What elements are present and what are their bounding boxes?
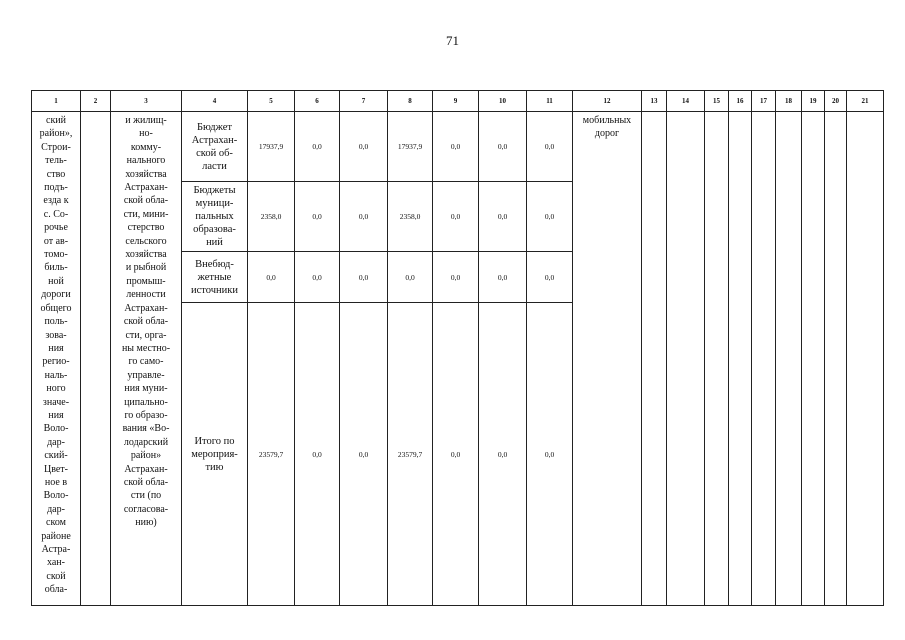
program-table-wrapper — [31, 90, 883, 606]
text-line: образова- — [193, 224, 236, 235]
text-line: ский — [46, 115, 66, 126]
indicator-lines — [573, 114, 641, 141]
empty-cell — [776, 112, 802, 606]
text-line: ском — [46, 517, 66, 529]
text-line: и жилищ- — [125, 115, 167, 126]
header-cell: 20 — [825, 91, 847, 112]
text-line: но- — [139, 128, 153, 140]
header-cell: 17 — [752, 91, 776, 112]
funding-source-cell — [182, 252, 248, 303]
empty-cell — [667, 112, 705, 606]
text-line: мероприя- — [191, 448, 238, 460]
value-cell: 0,0 — [340, 252, 388, 303]
value-cell: 0,0 — [340, 303, 388, 606]
text-line: тель- — [45, 155, 67, 167]
value-cell: 0,0 — [479, 182, 527, 252]
text-line: и рыбной — [125, 262, 167, 274]
text-line: Астрахан- — [191, 134, 238, 146]
header-cell: 16 — [729, 91, 752, 112]
column-2-cell — [81, 112, 111, 606]
text-line: вания «Во- — [122, 423, 170, 435]
value-cell: 0,0 — [479, 303, 527, 606]
text-line: ния — [48, 409, 64, 421]
text-line: Цвет- — [43, 463, 69, 475]
text-line: районе — [41, 530, 71, 542]
text-line: муници- — [195, 198, 234, 209]
value-cell: 17937,9 — [248, 112, 295, 182]
text-line: дар- — [47, 503, 65, 515]
header-cell: 12 — [573, 91, 642, 112]
funding-source-lines — [183, 258, 246, 297]
empty-cell — [642, 112, 667, 606]
header-cell: 7 — [340, 91, 388, 112]
program-table — [31, 90, 884, 606]
header-cell: 2 — [81, 91, 111, 112]
text-line: ное в — [44, 476, 68, 488]
text-line: с. Со- — [43, 208, 69, 220]
text-line: ленности — [126, 289, 166, 301]
value-cell: 0,0 — [479, 252, 527, 303]
value-cell: 0,0 — [340, 112, 388, 182]
text-line: томо- — [44, 249, 68, 261]
empty-cell — [802, 112, 825, 606]
empty-cell — [752, 112, 776, 606]
text-line: ния муни- — [124, 383, 168, 395]
header-cell: 18 — [776, 91, 802, 112]
text-line: хан- — [47, 557, 65, 569]
text-line: ний — [206, 237, 223, 248]
funding-source-lines — [183, 435, 246, 474]
text-line: го образо- — [124, 409, 168, 421]
value-cell: 0,0 — [340, 182, 388, 252]
text-line: ципально- — [124, 396, 168, 408]
text-line: дороги — [41, 289, 71, 301]
text-line: от ав- — [43, 235, 69, 247]
value-cell: 0,0 — [527, 303, 573, 606]
funding-source-lines — [183, 121, 246, 173]
text-line: регио- — [42, 356, 70, 368]
text-line: ской обла- — [123, 476, 169, 488]
header-cell: 1 — [32, 91, 81, 112]
text-line: район», — [39, 128, 73, 140]
text-line: сти (по — [130, 490, 162, 502]
text-line: Строи- — [41, 141, 71, 153]
text-line: езда к — [43, 195, 69, 207]
text-line: ной — [48, 275, 64, 287]
text-line: наль- — [44, 369, 68, 381]
event-name-lines — [32, 114, 80, 597]
text-line: поль- — [44, 316, 68, 328]
text-line: биль- — [44, 262, 68, 274]
text-line: хозяйства — [125, 249, 167, 261]
value-cell: 2358,0 — [248, 182, 295, 252]
header-cell: 14 — [667, 91, 705, 112]
text-line: дорог — [594, 128, 620, 140]
header-cell: 6 — [295, 91, 340, 112]
empty-cell — [847, 112, 884, 606]
text-line: го само- — [128, 356, 164, 368]
text-line: нального — [126, 155, 166, 167]
text-line: ский- — [44, 450, 68, 462]
header-row — [32, 91, 884, 112]
text-line: дар- — [47, 436, 65, 448]
value-cell: 2358,0 — [388, 182, 433, 252]
value-cell: 0,0 — [433, 252, 479, 303]
text-line: Итого по — [194, 435, 235, 447]
text-line: нию) — [135, 517, 157, 529]
value-cell: 17937,9 — [388, 112, 433, 182]
text-line: подъ- — [44, 182, 68, 194]
text-line: стерство — [127, 222, 165, 234]
value-cell: 0,0 — [295, 252, 340, 303]
funding-source-cell — [182, 112, 248, 182]
text-line: зова- — [45, 329, 67, 341]
event-name-cell — [32, 112, 81, 606]
header-cell: 10 — [479, 91, 527, 112]
text-line: управле- — [127, 369, 165, 381]
indicator-cell — [573, 112, 642, 606]
text-line: ния — [48, 342, 64, 354]
text-line: рочье — [44, 222, 68, 234]
text-line: Бюджеты — [193, 185, 236, 196]
text-line: Астрахан- — [124, 463, 168, 475]
text-line: обла- — [44, 584, 68, 596]
text-line: ской об- — [196, 147, 233, 159]
header-cell: 3 — [111, 91, 182, 112]
text-line: Воло- — [43, 423, 69, 435]
executor-lines — [111, 114, 181, 530]
value-cell: 0,0 — [388, 252, 433, 303]
text-line: источники — [191, 284, 238, 296]
text-line: мобильных — [582, 115, 632, 126]
value-cell: 0,0 — [433, 303, 479, 606]
text-line: Астрахан- — [124, 182, 168, 194]
header-cell: 21 — [847, 91, 884, 112]
header-cell: 19 — [802, 91, 825, 112]
text-line: сти, мини- — [123, 208, 169, 220]
header-cell: 8 — [388, 91, 433, 112]
text-line: хозяйства — [125, 168, 167, 180]
header-cell: 15 — [705, 91, 729, 112]
funding-source-cell — [182, 303, 248, 606]
value-cell: 0,0 — [527, 182, 573, 252]
text-line: ного — [46, 383, 66, 395]
text-line: общего — [40, 302, 72, 314]
funding-source-lines — [183, 184, 246, 249]
text-line: лодарский — [123, 436, 169, 448]
executor-cell — [111, 112, 182, 606]
table-row — [32, 112, 884, 182]
text-line: пальных — [195, 211, 234, 222]
page-number: 71 — [446, 33, 459, 48]
text-line: ской обла- — [123, 316, 169, 328]
value-cell: 0,0 — [295, 303, 340, 606]
header-cell: 11 — [527, 91, 573, 112]
text-line: согласова- — [123, 503, 169, 515]
text-line: промыш- — [126, 275, 166, 287]
text-line: тию — [205, 461, 224, 473]
value-cell: 0,0 — [433, 112, 479, 182]
text-line: Астрахан- — [124, 302, 168, 314]
text-line: Астра- — [41, 544, 71, 555]
value-cell: 0,0 — [295, 112, 340, 182]
value-cell: 0,0 — [248, 252, 295, 303]
text-line: Воло- — [43, 490, 69, 502]
header-cell: 13 — [642, 91, 667, 112]
text-line: значе- — [42, 396, 70, 408]
text-line: Бюджет — [196, 121, 233, 133]
empty-cell — [729, 112, 752, 606]
text-line: Внебюд- — [195, 258, 234, 270]
empty-cell — [705, 112, 729, 606]
empty-cell — [825, 112, 847, 606]
text-line: ласти — [202, 160, 227, 172]
text-line: сти, орга- — [125, 329, 167, 341]
funding-source-cell — [182, 182, 248, 252]
text-line: ской обла- — [123, 195, 169, 207]
value-cell: 0,0 — [527, 252, 573, 303]
text-line: комму- — [130, 141, 162, 153]
text-line: район» — [130, 450, 162, 462]
value-cell: 0,0 — [527, 112, 573, 182]
header-cell: 9 — [433, 91, 479, 112]
header-cell: 4 — [182, 91, 248, 112]
header-cell: 5 — [248, 91, 295, 112]
text-line: ство — [46, 168, 66, 180]
text-line: сельского — [125, 235, 167, 247]
text-line: жетные — [197, 271, 232, 283]
value-cell: 23579,7 — [388, 303, 433, 606]
value-cell: 0,0 — [433, 182, 479, 252]
text-line: ской — [46, 570, 66, 582]
value-cell: 0,0 — [295, 182, 340, 252]
value-cell: 23579,7 — [248, 303, 295, 606]
text-line: ны местно- — [121, 342, 171, 354]
value-cell: 0,0 — [479, 112, 527, 182]
